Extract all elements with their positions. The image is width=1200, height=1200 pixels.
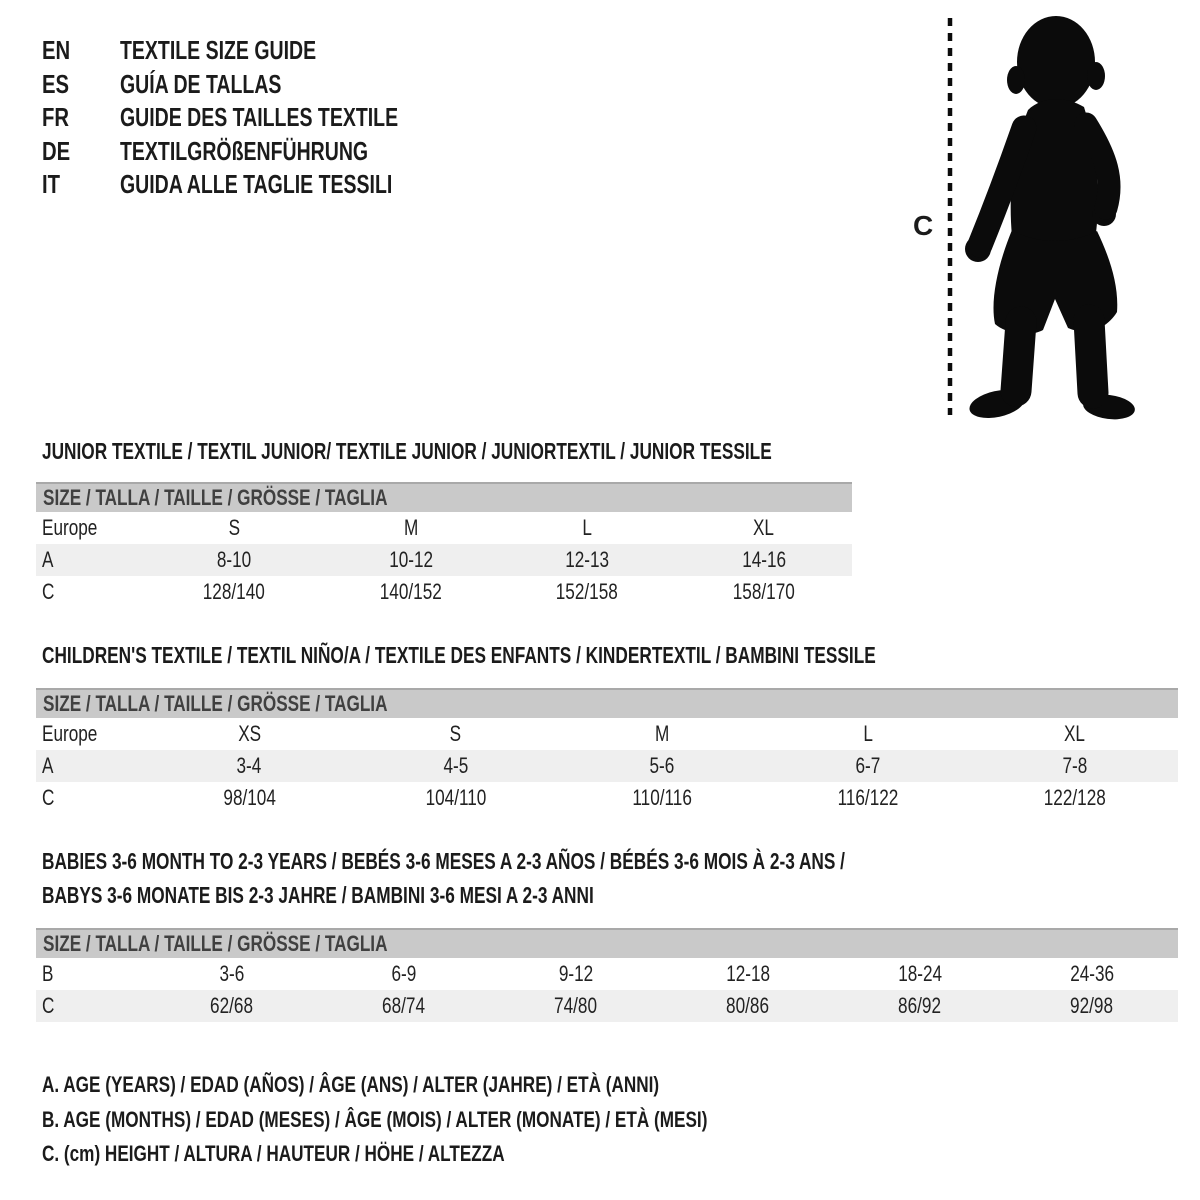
legend-line-height: C. (cm) HEIGHT / ALTURA / HAUTEUR / HÖHE / ALTEZZA xyxy=(42,1141,505,1166)
row-label: A xyxy=(42,753,54,778)
age-cell: 10-12 xyxy=(388,547,433,572)
age-cell: 9-12 xyxy=(558,961,594,986)
language-row-en xyxy=(42,34,642,68)
babies-size-table xyxy=(36,958,1178,1022)
height-cell: 104/110 xyxy=(425,785,486,810)
row-label: C xyxy=(42,579,55,604)
language-row-de xyxy=(42,135,642,169)
guide-title-fr: GUIDE DES TAILLES TEXTILE xyxy=(120,102,399,132)
height-cell: 152/158 xyxy=(556,579,619,604)
language-title-list xyxy=(42,34,642,202)
age-cell: 5-6 xyxy=(649,753,675,778)
row-label: Europe xyxy=(42,721,98,746)
size-header-bar-junior: SIZE / TALLA / TAILLE / GRÖSSE / TAGLIA xyxy=(36,482,852,512)
height-cell: 80/86 xyxy=(726,993,770,1018)
language-code: IT xyxy=(42,169,61,199)
height-cell: 68/74 xyxy=(382,993,426,1018)
height-cell: 98/104 xyxy=(222,785,276,810)
table-row-age-years xyxy=(36,544,852,576)
language-code: ES xyxy=(42,68,70,99)
junior-size-table xyxy=(36,512,852,608)
language-code: FR xyxy=(42,102,70,132)
guide-title-de: TEXTILGRÖßENFÜHRUNG xyxy=(120,135,369,166)
children-size-table xyxy=(36,718,1178,814)
height-cell: 86/92 xyxy=(898,993,942,1018)
size-cell: S xyxy=(449,721,462,746)
size-header-bar-children: SIZE / TALLA / TAILLE / GRÖSSE / TAGLIA xyxy=(36,688,1178,718)
table-row-europe xyxy=(36,512,852,544)
size-header-bar-babies: SIZE / TALLA / TAILLE / GRÖSSE / TAGLIA xyxy=(36,928,1178,958)
age-cell: 8-10 xyxy=(217,547,252,572)
age-cell: 14-16 xyxy=(741,547,786,572)
height-cell: 92/98 xyxy=(1070,993,1114,1018)
guide-title-es: GUÍA DE TALLAS xyxy=(120,68,282,99)
height-cell: 140/152 xyxy=(379,579,442,604)
size-cell: L xyxy=(582,515,593,540)
legend xyxy=(42,1068,895,1172)
age-cell: 12-18 xyxy=(726,961,770,986)
height-cell: 110/116 xyxy=(632,785,692,810)
toddler-silhouette-icon xyxy=(900,8,1185,438)
age-cell: 4-5 xyxy=(443,753,468,778)
age-cell: 3-6 xyxy=(219,961,245,986)
size-cell: M xyxy=(403,515,418,540)
section-title-junior: JUNIOR TEXTILE / TEXTIL JUNIOR/ TEXTILE JUNIOR / JUNIORTEXTIL / JUNIOR TESSILE xyxy=(42,438,772,464)
language-code: DE xyxy=(42,135,71,166)
size-cell: XL xyxy=(753,515,775,540)
table-row-height-cm xyxy=(36,990,1178,1022)
table-row-height-cm xyxy=(36,576,852,608)
row-label: Europe xyxy=(42,515,98,540)
figure-area xyxy=(900,8,1185,438)
row-label: C xyxy=(42,993,55,1018)
guide-title-en: TEXTILE SIZE GUIDE xyxy=(120,35,317,65)
age-cell: 6-7 xyxy=(855,753,881,778)
row-label: C xyxy=(42,785,55,810)
section-title-babies: BABIES 3-6 MONTH TO 2-3 YEARS / BEBÉS 3-6 MESES A 2-3 AÑOS / BÉBÉS 3-6 MOIS À 2-3 ANS / BABYS 3-6 MONATE BIS 2-3 JAHRE / BAMBINI 3-6 MESI A 2-3 ANNI xyxy=(42,848,845,908)
age-cell: 6-9 xyxy=(391,961,417,986)
section-title-children: CHILDREN'S TEXTILE / TEXTIL NIÑO/A / TEXTILE DES ENFANTS / KINDERTEXTIL / BAMBINI TESSILE xyxy=(42,642,876,668)
size-cell: XS xyxy=(237,721,261,746)
table-row-age-years xyxy=(36,750,1178,782)
height-cell: 62/68 xyxy=(210,993,254,1018)
height-cell: 128/140 xyxy=(203,579,266,604)
language-row-it xyxy=(42,168,642,202)
age-cell: 18-24 xyxy=(898,961,942,986)
legend-line-age-years: A. AGE (YEARS) / EDAD (AÑOS) / ÂGE (ANS) / ALTER (JAHRE) / ETÀ (ANNI) xyxy=(42,1072,660,1097)
height-cell: 116/122 xyxy=(837,785,899,810)
legend-line-age-months: B. AGE (MONTHS) / EDAD (MESES) / ÂGE (MOIS) / ALTER (MONATE) / ETÀ (MESI) xyxy=(42,1106,708,1132)
height-cell: 74/80 xyxy=(554,993,598,1018)
language-row-fr xyxy=(42,101,642,135)
size-cell: S xyxy=(228,515,240,540)
row-label: B xyxy=(42,961,54,986)
age-cell: 24-36 xyxy=(1070,961,1114,986)
height-measure-label: C xyxy=(913,210,934,241)
age-cell: 7-8 xyxy=(1062,753,1088,778)
table-row-height-cm xyxy=(36,782,1178,814)
height-cell: 122/128 xyxy=(1043,785,1106,810)
guide-title-it: GUIDA ALLE TAGLIE TESSILI xyxy=(120,169,393,199)
row-label: A xyxy=(42,547,54,572)
age-cell: 12-13 xyxy=(565,547,610,572)
table-row-age-months xyxy=(36,958,1178,990)
age-cell: 3-4 xyxy=(236,753,262,778)
size-cell: XL xyxy=(1064,721,1086,746)
language-code: EN xyxy=(42,35,71,65)
language-row-es xyxy=(42,68,642,102)
table-row-europe xyxy=(36,718,1178,750)
size-cell: M xyxy=(654,721,670,746)
height-cell: 158/170 xyxy=(732,579,795,604)
size-cell: L xyxy=(863,721,874,746)
